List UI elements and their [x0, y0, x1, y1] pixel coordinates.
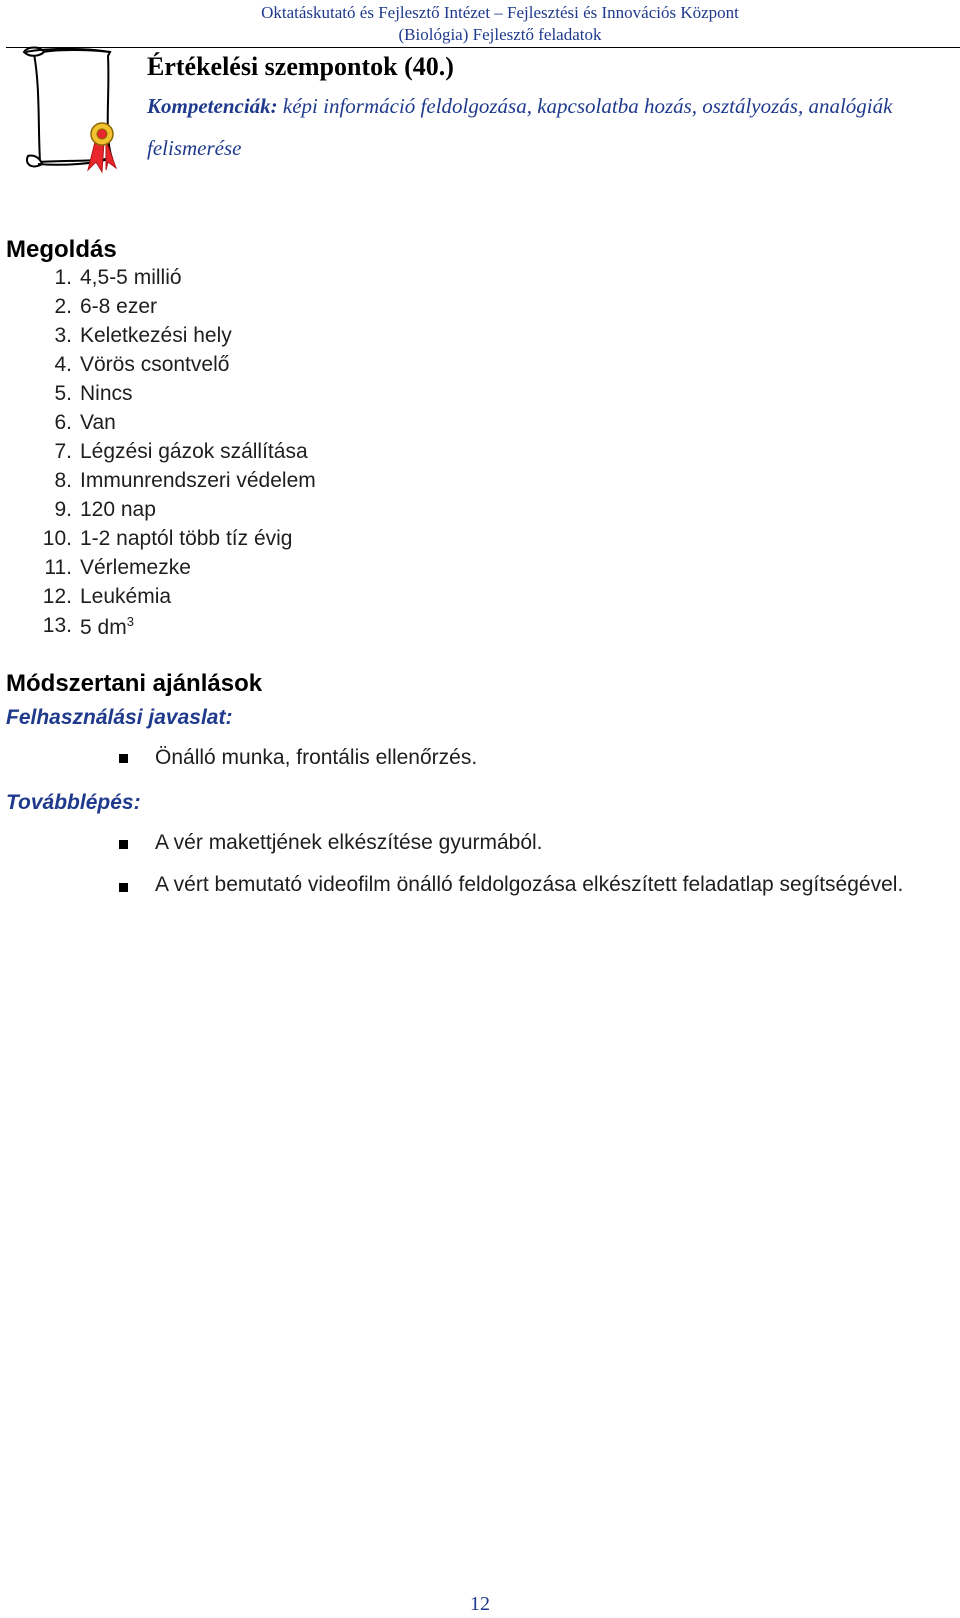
- header-divider: [6, 47, 960, 48]
- solution-heading: Megoldás: [6, 236, 117, 263]
- scroll-with-rosette-icon: [14, 46, 130, 176]
- list-item: [0, 556, 600, 585]
- solution-list: [0, 266, 600, 643]
- list-item-text: Vörös csontvelő: [80, 353, 230, 376]
- list-item-number: 7.: [54, 440, 72, 463]
- list-item-number: 3.: [54, 324, 72, 347]
- list-item: [0, 498, 600, 527]
- list-item-text: Immunrendszeri védelem: [80, 469, 316, 492]
- header-subtitle: (Biológia) Fejlesztő feladatok: [398, 25, 602, 44]
- list-item: [0, 469, 600, 498]
- list-item-text: Légzési gázok szállítása: [80, 440, 308, 463]
- list-item: [0, 585, 600, 614]
- list-item-text: Van: [80, 411, 116, 434]
- list-item: [0, 411, 600, 440]
- list-item-text: Leukémia: [80, 585, 172, 608]
- next-step-item: A vér makettjének elkészítése gyurmából.: [155, 831, 543, 854]
- volume-value: 5 dm: [80, 616, 127, 639]
- competence-paragraph: [147, 85, 957, 169]
- volume-exponent: 3: [126, 614, 134, 629]
- list-item: [0, 527, 600, 556]
- bullet-square-icon: [119, 883, 128, 892]
- header-institute: Oktatáskutató és Fejlesztő Intézet – Fejlesztési és Innovációs Központ: [261, 3, 739, 22]
- methods-heading: Módszertani ajánlások: [6, 670, 263, 697]
- list-item-text: 1-2 naptól több tíz évig: [80, 527, 293, 550]
- list-item-number: 10.: [42, 527, 72, 550]
- list-item-number: 11.: [44, 556, 72, 579]
- list-item-number: 1.: [54, 266, 72, 289]
- list-item-number: 9.: [54, 498, 72, 521]
- list-item: [0, 353, 600, 382]
- list-item-number: 6.: [54, 411, 72, 434]
- bullet-square-icon: [119, 754, 128, 763]
- usage-item: Önálló munka, frontális ellenőrzés.: [155, 746, 478, 769]
- list-item: [0, 382, 600, 411]
- list-item-text: Keletkezési hely: [80, 324, 232, 347]
- list-item-text: 6-8 ezer: [80, 295, 158, 318]
- list-item-number: 5.: [54, 382, 72, 405]
- list-item-text: 4,5-5 millió: [80, 266, 182, 289]
- list-item: [0, 266, 600, 295]
- list-item-number: 8.: [54, 469, 72, 492]
- bullet-square-icon: [119, 840, 128, 849]
- next-step-label: Továbblépés:: [6, 791, 141, 814]
- list-item: [0, 295, 600, 324]
- list-item-number: 12.: [42, 585, 72, 608]
- list-item-number: 13.: [42, 614, 72, 637]
- list-item-number: 2.: [54, 295, 72, 318]
- list-item: [0, 324, 600, 353]
- list-item-text: [80, 614, 134, 640]
- next-step-item: A vért bemutató videofilm önálló feldolgozása elkészített feladatlap segítségével.: [155, 873, 904, 896]
- list-item-text: 120 nap: [80, 498, 156, 521]
- list-item-text: Nincs: [80, 382, 133, 405]
- page-number: 12: [470, 1593, 490, 1615]
- page-header: [0, 0, 960, 48]
- list-item: [0, 440, 600, 469]
- list-item: [0, 614, 600, 643]
- list-item-text: Vérlemezke: [80, 556, 191, 579]
- competence-text: képi információ feldolgozása, kapcsolatba hozás, osztályozás, analógiák felismerése: [147, 94, 893, 160]
- list-item-number: 4.: [54, 353, 72, 376]
- usage-label: Felhasználási javaslat:: [6, 706, 233, 729]
- criteria-title: Értékelési szempontok (40.): [147, 52, 454, 81]
- competence-label: Kompetenciák:: [147, 94, 278, 118]
